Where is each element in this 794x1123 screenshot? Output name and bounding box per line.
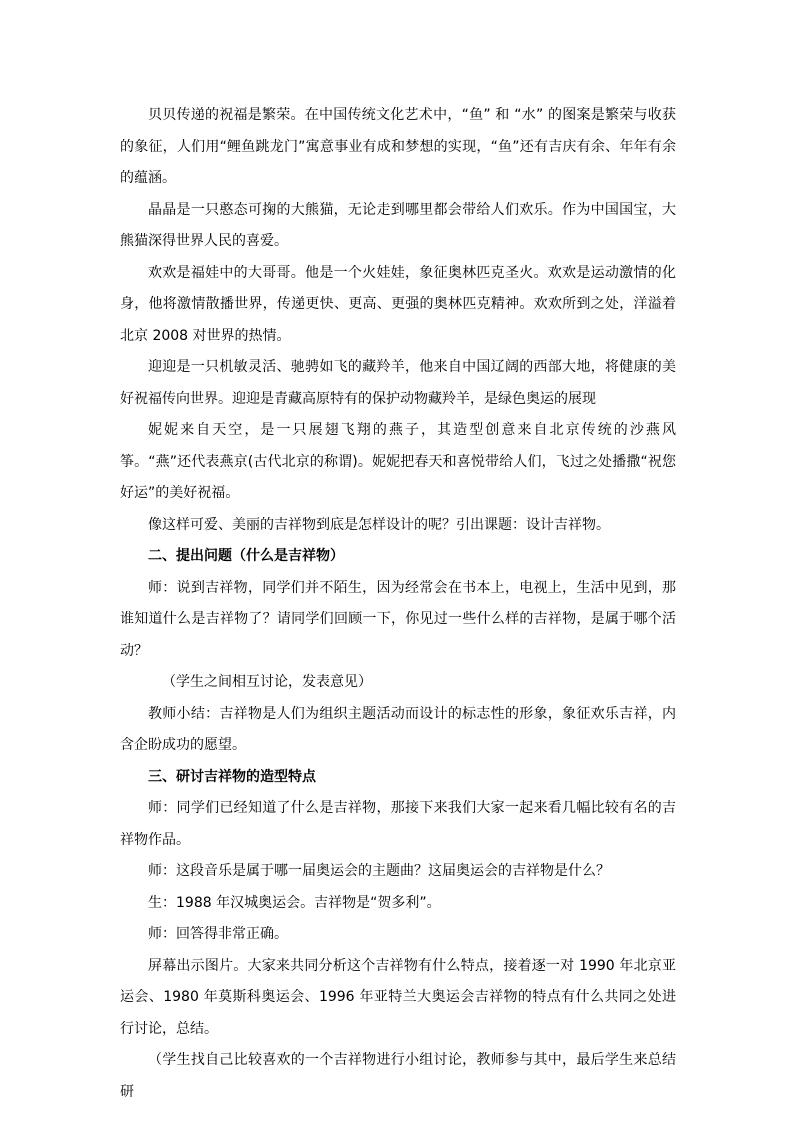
paragraph-topic-intro: 像这样可爱、美丽的吉祥物到底是怎样设计的呢？引出课题：设计吉祥物。 [148,516,610,533]
paragraph-teacher-confirm: 师：回答得非常正确。 [148,926,288,942]
paragraph-teacher-music-question: 师：这段音乐是属于哪一届奥运会的主题曲？这届奥运会的吉祥物是什么？ [148,863,610,879]
paragraph-beibei: 贝贝传递的祝福是繁荣。在中国传统文化艺术中，“鱼” 和 “水” 的图案是繁荣与收获的象征，人们用“鲤鱼跳龙门”寓意事业有成和梦想的实现，“鱼”还有吉庆有余、年年有余的蕴涵。 [120,107,676,186]
paragraph-teacher-question: 师：说到吉祥物，同学们并不陌生，因为经常会在书本上，电视上，生活中见到，那谁知道什么是吉祥物了？请同学们回顾一下，你见过一些什么样的吉祥物，是属于哪个活动？ [120,579,676,659]
paragraph-yingying: 迎迎是一只机敏灵活、驰骋如飞的藏羚羊，他来自中国辽阔的西部大地，将健康的美好祝福传向世界。迎迎是青藏高原特有的保护动物藏羚羊，是绿色奥运的展现 [120,359,676,407]
paragraph-teacher-summary: 教师小结：吉祥物是人们为组织主题活动而设计的标志性的形象，象征欢乐吉祥，内含企盼成功的愿望。 [120,705,676,753]
paragraph-screen-images: 屏幕出示图片。大家来共同分析这个吉祥物有什么特点，接着逐一对 1990 年北京亚运会、1980 年莫斯科奥运会、1996 年亚特兰大奥运会吉祥物的特点有什么共同之处进行讨论，总结。 [120,957,676,1037]
paragraph-student-answer: 生：1988 年汉城奥运会。吉祥物是“贺多利”。 [148,894,441,911]
paragraph-student-discussion: （学生之间相互讨论，发表意见） [162,674,372,690]
document-page [120,100,676,1108]
paragraph-group-discussion: （学生找自己比较喜欢的一个吉祥物进行小组讨论，教师参与其中，最后学生来总结研 [120,1052,676,1100]
paragraph-jingjing: 晶晶是一只憨态可掬的大熊猫，无论走到哪里都会带给人们欢乐。作为中国国宝，大熊猫深得世界人民的喜爱。 [120,201,676,249]
paragraph-huanhuan: 欢欢是福娃中的大哥哥。他是一个火娃娃，象征奥林匹克圣火。欢欢是运动激情的化身，他将激情散播世界，传递更快、更高、更强的奥林匹克精神。欢欢所到之处，洋溢着北京 2008 对世界的热情。 [120,264,676,344]
paragraph-teacher-intro-works: 师：同学们已经知道了什么是吉祥物，那接下来我们大家一起来看几幅比较有名的吉祥物作品。 [120,800,676,848]
section-heading-2: 二、提出问题（什么是吉祥物） [148,548,344,564]
paragraph-nini: 妮妮来自天空，是一只展翅飞翔的燕子，其造型创意来自北京传统的沙燕风筝。“燕”还代表燕京(古代北京的称谓)。妮妮把春天和喜悦带给人们，飞过之处播撒“祝您好运”的美好祝福。 [120,422,676,501]
section-heading-3: 三、研讨吉祥物的造型特点 [148,768,316,785]
